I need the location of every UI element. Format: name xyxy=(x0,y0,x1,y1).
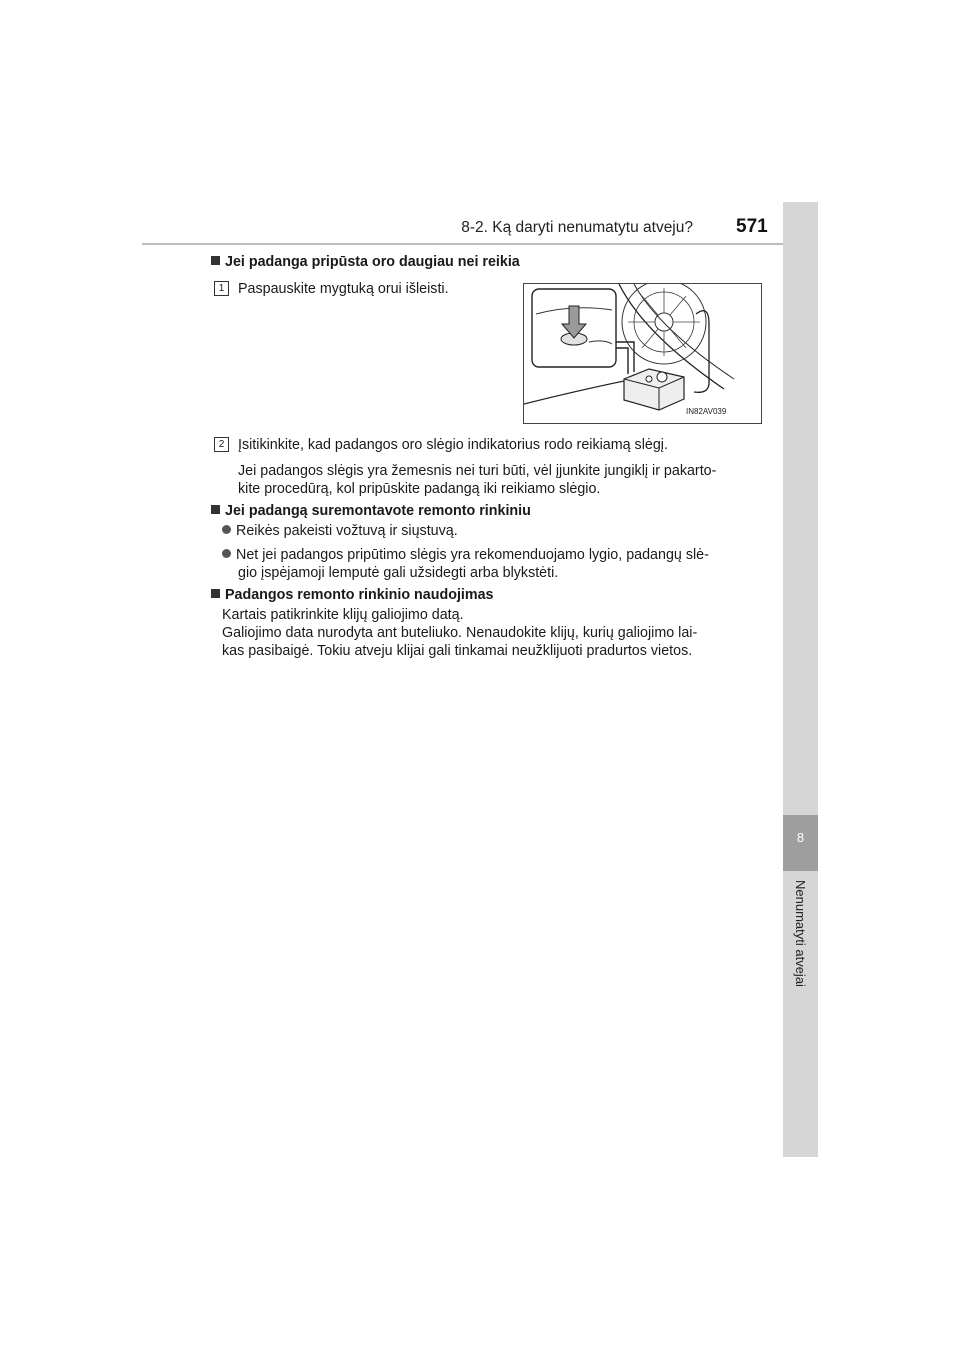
step-2-note-line-1: Jei padangos slėgis yra žemesnis nei turi būti, vėl įjunkite jungiklį ir pakarto- xyxy=(238,463,717,479)
section-heading-repaired xyxy=(211,503,531,519)
step-2-text: Įsitikinkite, kad padangos oro slėgio indikatorius rodo reikiamą slėgį. xyxy=(238,437,668,453)
tire-compressor-drawing xyxy=(524,284,761,423)
square-bullet-icon xyxy=(211,505,220,514)
paragraph-line: Galiojimo data nurodyta ant buteliuko. Nenaudokite klijų, kurių galiojimo lai- xyxy=(222,625,698,641)
chapter-title: Nenumatyti atvejai xyxy=(793,880,808,987)
figure-code: IN82AV039 xyxy=(686,407,727,416)
paragraph-line: Kartais patikrinkite klijų galiojimo datą. xyxy=(222,607,464,623)
chapter-title-vertical xyxy=(783,880,818,1020)
bullet-continuation: gio įspėjamoji lemputė gali užsidegti arba blykstėti. xyxy=(238,565,559,581)
bullet-item: Reikės pakeisti vožtuvą ir siųstuvą. xyxy=(222,522,458,540)
step-1-text: Paspauskite mygtuką orui išleisti. xyxy=(238,281,449,297)
circle-bullet-icon xyxy=(222,549,231,558)
section-heading-kit-usage xyxy=(211,587,494,603)
chapter-number: 8 xyxy=(796,830,805,845)
heading-text: Padangos remonto rinkinio naudojimas xyxy=(225,587,494,603)
bullet-item: Net jei padangos pripūtimo slėgis yra rekomenduojamo lygio, padangų slė- xyxy=(222,546,709,564)
compressor-illustration xyxy=(523,283,762,424)
paragraph-line: kas pasibaigė. Tokiu atveju klijai gali tinkamai neužklijuoti pradurtos vietos. xyxy=(222,643,693,659)
step-2-note-line-2: kite procedūrą, kol pripūskite padangą iki reikiamo slėgio. xyxy=(238,481,601,497)
step-number-2: 2 xyxy=(214,437,229,452)
page-number: 571 xyxy=(736,216,768,237)
section-heading-overinflated xyxy=(211,254,520,270)
square-bullet-icon xyxy=(211,589,220,598)
section-title: 8-2. Ką daryti nenumatytu atveju? xyxy=(461,219,693,236)
heading-text: Jei padangą suremontavote remonto rinkiniu xyxy=(225,503,531,519)
header-divider xyxy=(142,243,818,245)
step-number-1: 1 xyxy=(214,281,229,296)
heading-text: Jei padanga pripūsta oro daugiau nei reikia xyxy=(225,254,520,270)
circle-bullet-icon xyxy=(222,525,231,534)
square-bullet-icon xyxy=(211,256,220,265)
